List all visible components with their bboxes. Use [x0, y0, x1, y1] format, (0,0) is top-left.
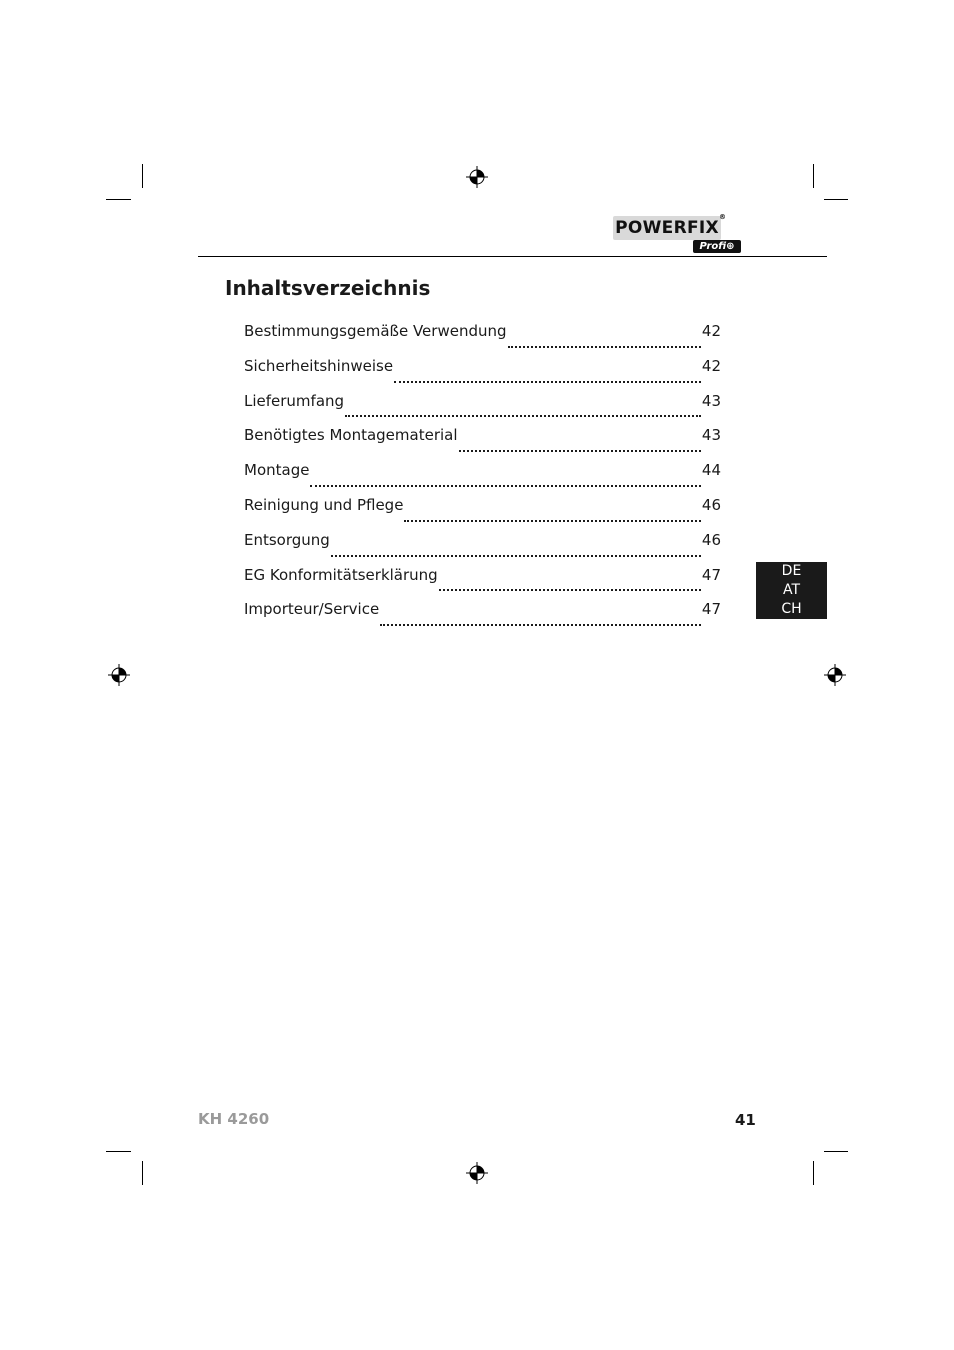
language-code: DE [781, 563, 802, 579]
toc-entry-label: Entsorgung [244, 530, 330, 549]
toc-entry[interactable] [244, 496, 721, 531]
language-code: CH [781, 601, 802, 617]
toc-entry-page: 43 [701, 391, 721, 410]
registration-mark-icon [466, 166, 488, 188]
crop-mark-icon [824, 199, 848, 200]
toc-entry[interactable] [244, 392, 721, 427]
footer-model-number: KH 4260 [198, 1110, 270, 1128]
toc-leader-dots [331, 555, 701, 557]
toc-entry[interactable] [244, 426, 721, 461]
crop-mark-icon [106, 199, 131, 200]
brand-logo [613, 213, 741, 256]
toc-entry-page: 46 [701, 495, 721, 514]
table-of-contents [244, 322, 721, 635]
toc-entry[interactable] [244, 357, 721, 392]
crop-mark-icon [813, 164, 814, 188]
language-tab [756, 562, 827, 619]
crop-mark-icon [106, 1151, 131, 1152]
brand-logo-name: POWERFIX [613, 216, 721, 240]
toc-entry-label: Montage [244, 461, 310, 480]
toc-entry-page: 46 [701, 530, 721, 549]
crop-mark-icon [142, 164, 143, 188]
page-title: Inhaltsverzeichnis [225, 276, 431, 300]
crop-mark-icon [824, 1151, 848, 1152]
toc-leader-dots [459, 450, 701, 452]
toc-leader-dots [310, 485, 700, 487]
toc-entry[interactable] [244, 322, 721, 357]
toc-entry[interactable] [244, 566, 721, 601]
toc-entry[interactable] [244, 600, 721, 635]
toc-entry[interactable] [244, 461, 721, 496]
toc-entry-page: 47 [701, 565, 721, 584]
registration-mark-icon [824, 664, 846, 686]
toc-leader-dots [404, 520, 700, 522]
toc-entry-label: Importeur/Service [244, 600, 380, 619]
header-divider [198, 256, 827, 257]
toc-leader-dots [345, 415, 701, 417]
toc-leader-dots [380, 624, 701, 626]
footer-page-number: 41 [735, 1111, 756, 1129]
toc-entry-page: 44 [701, 461, 721, 480]
toc-entry-label: Reinigung und Pflege [244, 495, 404, 514]
toc-entry-label: Benötigtes Montagematerial [244, 426, 458, 445]
registration-mark-icon [108, 664, 130, 686]
crop-mark-icon [813, 1161, 814, 1185]
toc-leader-dots [394, 381, 701, 383]
brand-logo-sub: Profi⊕ [693, 240, 741, 253]
toc-entry-label: Lieferumfang [244, 391, 345, 410]
toc-entry-label: Sicherheitshinweise [244, 356, 394, 375]
language-code: AT [782, 582, 801, 598]
toc-entry-label: EG Konformitätserklärung [244, 565, 438, 584]
toc-entry-page: 42 [701, 322, 721, 340]
toc-entry[interactable] [244, 531, 721, 566]
toc-entry-page: 43 [701, 426, 721, 445]
toc-entry-page: 42 [701, 356, 721, 375]
toc-leader-dots [508, 346, 701, 348]
crop-mark-icon [142, 1161, 143, 1185]
toc-leader-dots [439, 589, 701, 591]
toc-entry-label: Bestimmungsgemäße Verwendung [244, 322, 507, 340]
registration-mark-icon [466, 1162, 488, 1184]
toc-entry-page: 47 [701, 600, 721, 619]
registered-mark: ® [719, 213, 726, 221]
